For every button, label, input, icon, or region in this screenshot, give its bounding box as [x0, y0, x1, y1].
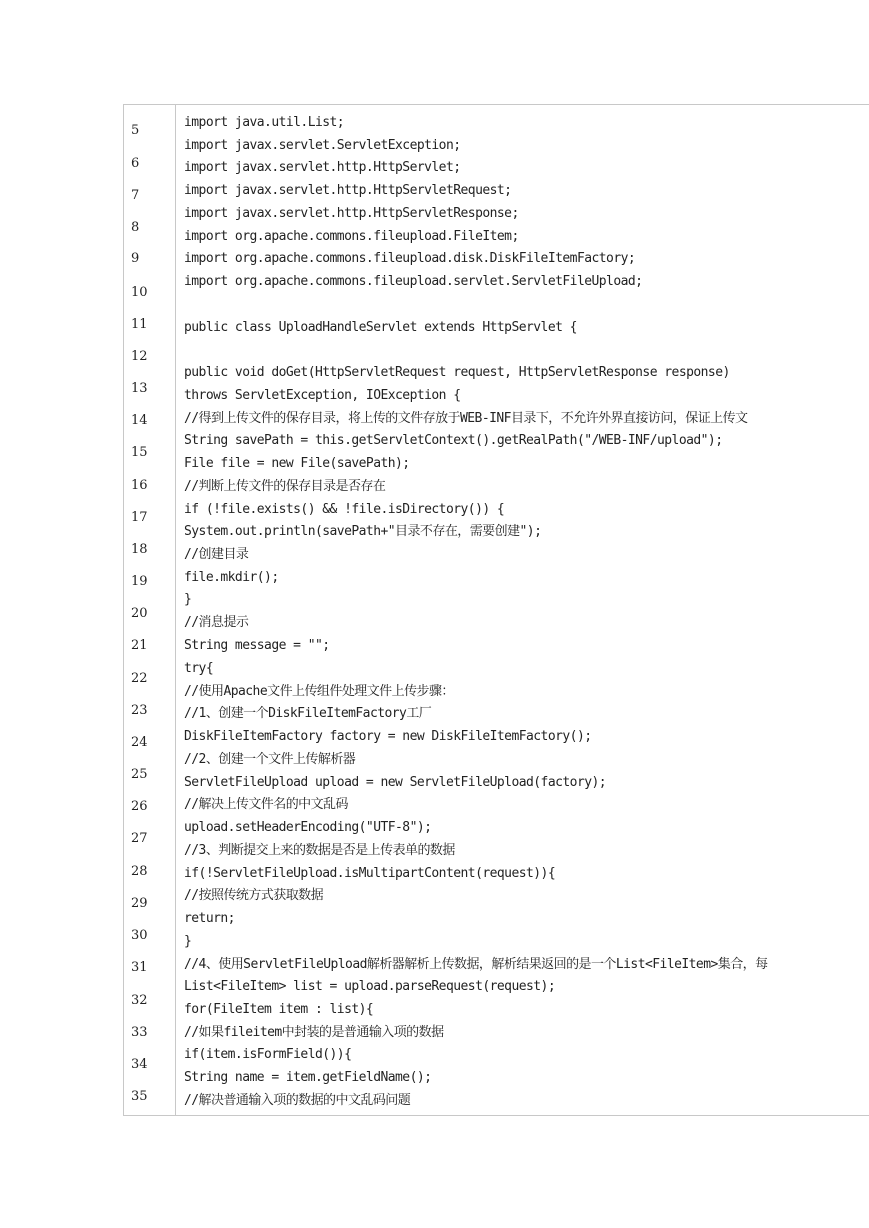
- code-line: ServletFileUpload upload = new ServletFileUpload(factory);: [184, 775, 607, 790]
- code-line: String name = item.getFieldName();: [184, 1070, 432, 1085]
- code-line: }: [184, 592, 192, 607]
- line-number: 21: [131, 638, 148, 653]
- code-line: //如果fileitem中封装的是普通输入项的数据: [184, 1025, 444, 1040]
- code-line: //得到上传文件的保存目录，将上传的文件存放于WEB-INF目录下，不允许外界直接访问，保证上传文: [184, 411, 748, 426]
- code-line: //消息提示: [184, 615, 249, 630]
- code-line: String savePath = this.getServletContext().getRealPath("/WEB-INF/upload");: [184, 433, 723, 448]
- line-number: 35: [131, 1089, 148, 1104]
- code-line: }: [184, 934, 192, 949]
- line-number: 11: [131, 317, 148, 332]
- code-line: if (!file.exists() && !file.isDirectory()) {: [184, 502, 505, 517]
- line-number: 12: [131, 349, 148, 364]
- code-content: [184, 105, 869, 1115]
- code-listing-table: [123, 104, 869, 1116]
- line-number-gutter: [124, 105, 175, 1115]
- line-number: 32: [131, 993, 148, 1008]
- code-line: String message = "";: [184, 638, 330, 653]
- line-number: 20: [131, 606, 148, 621]
- line-number: 14: [131, 413, 148, 428]
- code-line: public class UploadHandleServlet extends HttpServlet {: [184, 320, 577, 335]
- code-line: //使用Apache文件上传组件处理文件上传步骤：: [184, 684, 454, 699]
- line-number: 28: [131, 864, 148, 879]
- line-number: 33: [131, 1025, 148, 1040]
- line-number: 10: [131, 285, 148, 300]
- code-line: return;: [184, 911, 235, 926]
- line-number: 22: [131, 671, 148, 686]
- code-line: File file = new File(savePath);: [184, 456, 410, 471]
- code-line: DiskFileItemFactory factory = new DiskFileItemFactory();: [184, 729, 592, 744]
- code-line: //判断上传文件的保存目录是否存在: [184, 479, 386, 494]
- code-line: //解决普通输入项的数据的中文乱码问题: [184, 1093, 411, 1108]
- line-number: 7: [131, 188, 140, 203]
- code-line: if(!ServletFileUpload.isMultipartContent(request)){: [184, 866, 556, 881]
- line-number: 23: [131, 703, 148, 718]
- code-line: System.out.println(savePath+"目录不存在，需要创建");: [184, 524, 542, 539]
- line-number: 17: [131, 510, 148, 525]
- line-number: 19: [131, 574, 148, 589]
- code-line: import java.util.List;: [184, 115, 345, 130]
- line-number: 30: [131, 928, 148, 943]
- line-number: 29: [131, 896, 148, 911]
- line-number: 34: [131, 1057, 148, 1072]
- code-line: //3、判断提交上来的数据是否是上传表单的数据: [184, 843, 455, 858]
- code-line: List<FileItem> list = upload.parseRequest(request);: [184, 979, 556, 994]
- line-number: 5: [131, 123, 140, 138]
- line-number: 13: [131, 381, 148, 396]
- code-line: try{: [184, 661, 214, 676]
- line-number: 6: [131, 156, 140, 171]
- line-number: 31: [131, 960, 148, 975]
- code-line: //2、创建一个文件上传解析器: [184, 752, 356, 767]
- code-line: import javax.servlet.ServletException;: [184, 138, 461, 153]
- gutter-divider: [175, 105, 176, 1115]
- code-line: for(FileItem item : list){: [184, 1002, 374, 1017]
- code-line: upload.setHeaderEncoding("UTF-8");: [184, 820, 432, 835]
- line-number: 9: [131, 251, 140, 266]
- line-number: 27: [131, 831, 148, 846]
- code-line: file.mkdir();: [184, 570, 279, 585]
- code-line: if(item.isFormField()){: [184, 1047, 352, 1062]
- code-line: import javax.servlet.http.HttpServlet;: [184, 160, 461, 175]
- code-line: public void doGet(HttpServletRequest request, HttpServletResponse response): [184, 365, 730, 380]
- code-line: throws ServletException, IOException {: [184, 388, 461, 403]
- code-line: //按照传统方式获取数据: [184, 888, 324, 903]
- code-line: import javax.servlet.http.HttpServletRequest;: [184, 183, 512, 198]
- line-number: 25: [131, 767, 148, 782]
- line-number: 16: [131, 478, 148, 493]
- line-number: 18: [131, 542, 148, 557]
- line-number: 8: [131, 220, 140, 235]
- code-line: //解决上传文件名的中文乱码: [184, 797, 348, 812]
- line-number: 26: [131, 799, 148, 814]
- line-number: 24: [131, 735, 148, 750]
- code-line: //4、使用ServletFileUpload解析器解析上传数据，解析结果返回的是一个List<FileItem>集合，每: [184, 957, 768, 972]
- code-line: import org.apache.commons.fileupload.disk.DiskFileItemFactory;: [184, 251, 636, 266]
- code-line: import javax.servlet.http.HttpServletResponse;: [184, 206, 519, 221]
- code-line: //1、创建一个DiskFileItemFactory工厂: [184, 706, 432, 721]
- code-line: //创建目录: [184, 547, 249, 562]
- code-line: import org.apache.commons.fileupload.FileItem;: [184, 229, 519, 244]
- code-line: import org.apache.commons.fileupload.servlet.ServletFileUpload;: [184, 274, 643, 289]
- line-number: 15: [131, 445, 148, 460]
